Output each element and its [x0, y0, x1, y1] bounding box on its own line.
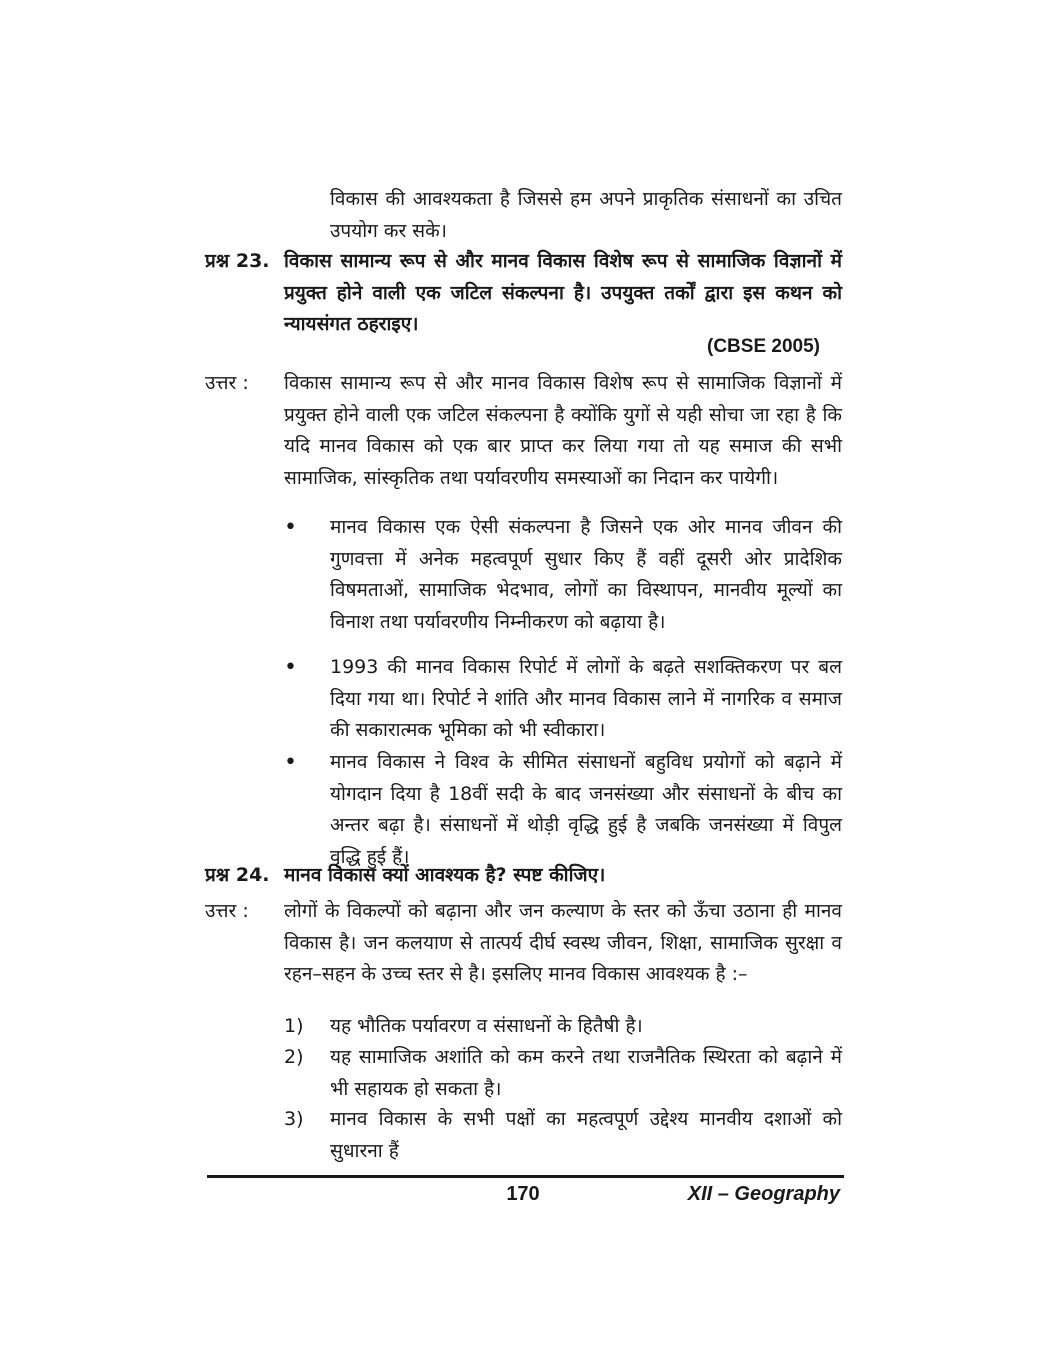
- bullet-marker: •: [284, 750, 297, 775]
- answer-23-text: विकास सामान्य रूप से और मानव विकास विशेष रूप से सामाजिक विज्ञानों में प्रयुक्त होने वाली एक जटिल संकल्पना है क्योंकि युगों से यही सोचा जा रहा है कि यदि मानव विकास को एक बार प्राप्त कर लिया गया तो यह समाज की सभी सामाजिक, सांस्कृतिक तथा पर्यावरणीय समस्याओं का निदान कर पायेगी।: [284, 372, 842, 489]
- question-23-text: विकास सामान्य रूप से और मानव विकास विशेष रूप से सामाजिक विज्ञानों में प्रयुक्त होने वाली एक जटिल संकल्पना है। उपयुक्त तर्कों द्वारा इस कथन को न्यायसंगत ठहराइए।: [284, 250, 842, 335]
- question-23-label: प्रश्न 23.: [205, 250, 270, 272]
- point-number: 3): [284, 1108, 304, 1130]
- answer-24-point-2: यह सामाजिक अशांति को कम करने तथा राजनैतिक स्थिरता को बढ़ाने में भी सहायक हो सकता है।: [330, 1046, 842, 1100]
- answer-23-bullet-1: मानव विकास एक ऐसी संकल्पना है जिसने एक ओर मानव जीवन की गुणवत्ता में अनेक महत्वपूर्ण सुधार किए हैं वहीं दूसरी ओर प्रादेशिक विषमताओं, सामाजिक भेदभाव, लोगों का विस्थापन, मानवीय मूल्यों का विनाश तथा पर्यावरणीय निम्नीकरण को बढ़ाया है।: [330, 516, 842, 633]
- answer-23-bullet-2: 1993 की मानव विकास रिपोर्ट में लोगों के बढ़ते सशक्तिकरण पर बल दिया गया था। रिपोर्ट ने शांति और मानव विकास लाने में नागरिक व समाज की सकारात्मक भूमिका को भी स्वीकारा।: [330, 656, 842, 741]
- answer-24-text: लोगों के विकल्पों को बढ़ाना और जन कल्याण के स्तर को ऊँचा उठाना ही मानव विकास है। जन कलयाण से तात्पर्य दीर्घ स्वस्थ जीवन, शिक्षा, सामाजिक सुरक्षा व रहन–सहन के उच्च स्तर से है। इसलिए मानव विकास आवश्यक है :–: [284, 900, 842, 985]
- footer-rule: [207, 1175, 844, 1178]
- point-number: 1): [284, 1015, 304, 1037]
- question-23-source: (CBSE 2005): [707, 336, 820, 357]
- point-number: 2): [284, 1046, 304, 1068]
- answer-24-point-3: मानव विकास के सभी पक्षों का महत्वपूर्ण उद्देश्य मानवीय दशाओं को सुधारना हैं: [330, 1108, 842, 1162]
- question-24-text: मानव विकास क्यों आवश्यक है? स्पष्ट कीजिए।: [284, 864, 606, 886]
- book-title: XII – Geography: [687, 1183, 840, 1205]
- answer-23-bullet-3: मानव विकास ने विश्व के सीमित संसाधनों बहुविध प्रयोगों को बढ़ाने में योगदान दिया है 18वीं सदी के बाद जनसंख्या और संसाधनों के बीच का अन्तर बढ़ा है। संसाधनों में थोड़ी वृद्धि हुई है जबकि जनसंख्या में विपुल वृद्धि हुई हैं।: [330, 751, 842, 868]
- question-24-label: प्रश्न 24.: [205, 864, 270, 886]
- bullet-marker: •: [284, 515, 297, 540]
- answer-24-point-1: यह भौतिक पर्यावरण व संसाधनों के हितैषी है।: [330, 1015, 643, 1037]
- intro-paragraph: विकास की आवश्यकता है जिससे हम अपने प्राकृतिक संसाधनों का उचित उपयोग कर सके।: [330, 188, 842, 242]
- page-number: 170: [506, 1183, 540, 1205]
- answer-23-label: उत्तर :: [205, 372, 249, 394]
- answer-24-label: उत्तर :: [205, 900, 249, 922]
- bullet-marker: •: [284, 655, 297, 680]
